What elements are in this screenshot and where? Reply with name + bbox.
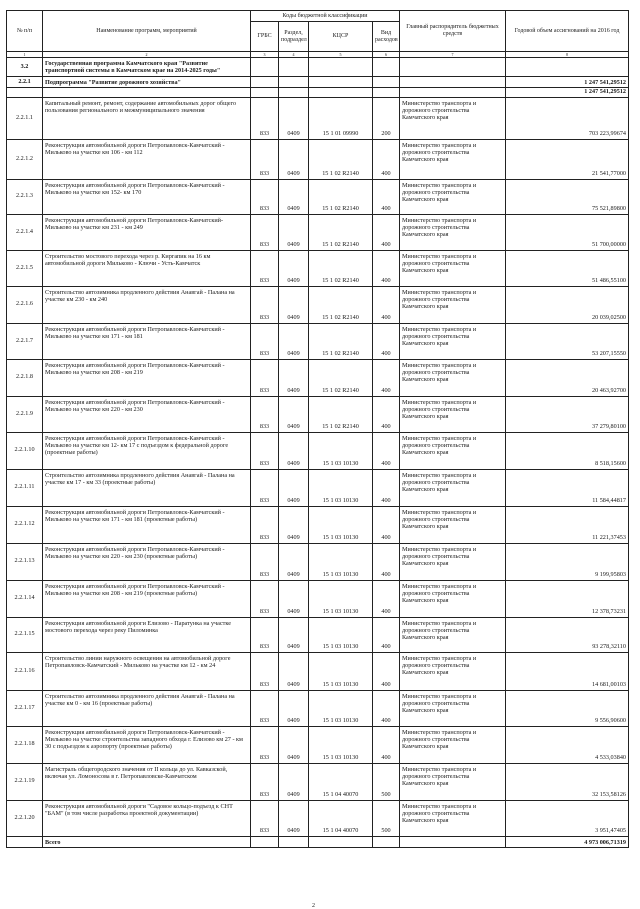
row-expense-type: 500	[373, 800, 400, 836]
row-volume: 9 199,95803	[506, 543, 629, 580]
row-expense-type: 400	[373, 726, 400, 763]
row-section	[279, 836, 309, 847]
row-expense-type	[373, 58, 400, 77]
row-name: Реконструкция автомобильной дороги Петропавловск-Камчатский - Мильково на участке км 106 - км 112	[43, 139, 251, 179]
table-row	[7, 800, 629, 836]
header-expense-type: Вид расходов	[373, 22, 400, 52]
header-administrator: Главный распорядитель бюджетных средств	[400, 11, 506, 52]
row-ksr	[309, 76, 373, 87]
row-expense-type: 400	[373, 506, 400, 543]
row-volume: 8 518,15600	[506, 432, 629, 469]
row-expense-type: 200	[373, 97, 400, 139]
row-expense-type	[373, 88, 400, 97]
row-administrator	[400, 88, 506, 97]
table-row	[7, 690, 629, 726]
row-expense-type: 400	[373, 652, 400, 690]
table-row	[7, 359, 629, 396]
table-row	[7, 179, 629, 214]
row-volume: 37 279,80100	[506, 396, 629, 432]
row-ksr: 15 1 03 10130	[309, 506, 373, 543]
row-ksr: 15 1 03 10130	[309, 432, 373, 469]
row-administrator: Министерство транспорта и дорожного строительства Камчатского края	[400, 286, 506, 323]
header-section: Раздел, подраздел	[279, 22, 309, 52]
row-number: 2.2.1.13	[7, 543, 43, 580]
table-row	[7, 250, 629, 286]
row-number: 2.2.1.5	[7, 250, 43, 286]
row-volume: 11 221,37453	[506, 506, 629, 543]
header-budget-codes: Коды бюджетной классификации	[251, 11, 400, 22]
row-administrator: Министерство транспорта и дорожного строительства Камчатского края	[400, 179, 506, 214]
table-row	[7, 396, 629, 432]
row-ksr: 15 1 03 10130	[309, 617, 373, 652]
row-section: 0409	[279, 506, 309, 543]
row-volume: 20 039,02500	[506, 286, 629, 323]
row-expense-type: 400	[373, 469, 400, 506]
column-index: 2	[43, 52, 251, 58]
row-expense-type	[373, 76, 400, 87]
row-volume: 93 278,32110	[506, 617, 629, 652]
row-grbs	[251, 76, 279, 87]
row-grbs: 833	[251, 617, 279, 652]
row-ksr: 15 1 03 10130	[309, 543, 373, 580]
row-number: 2.2.1.4	[7, 214, 43, 250]
table-row	[7, 652, 629, 690]
row-name: Строительство мостового перехода через р. Киргапик на 16 км автомобильной дороги Мильково - Ключи - Усть-Камчатск	[43, 250, 251, 286]
row-volume: 4 533,03840	[506, 726, 629, 763]
row-section: 0409	[279, 179, 309, 214]
row-grbs: 833	[251, 323, 279, 359]
row-number: 2.2.1.15	[7, 617, 43, 652]
row-section: 0409	[279, 690, 309, 726]
row-section: 0409	[279, 250, 309, 286]
row-volume: 20 463,92700	[506, 359, 629, 396]
row-section: 0409	[279, 580, 309, 617]
row-grbs: 833	[251, 652, 279, 690]
page-number: 2	[312, 903, 315, 909]
row-expense-type: 400	[373, 543, 400, 580]
header-annual-volume: Годовой объем ассигнований на 2016 год	[506, 11, 629, 52]
row-ksr: 15 1 03 10130	[309, 690, 373, 726]
row-grbs: 833	[251, 800, 279, 836]
row-name: Всего	[43, 836, 251, 847]
row-number: 2.2.1.16	[7, 652, 43, 690]
row-administrator	[400, 58, 506, 77]
row-number: 2.2.1.18	[7, 726, 43, 763]
table-row	[7, 543, 629, 580]
header-grbs: ГРБС	[251, 22, 279, 52]
row-volume	[506, 58, 629, 77]
row-ksr: 15 1 02 R2140	[309, 179, 373, 214]
row-name: Подпрограмма "Развитие дорожного хозяйства"	[43, 76, 251, 87]
row-administrator: Министерство транспорта и дорожного строительства Камчатского края	[400, 763, 506, 800]
row-expense-type: 400	[373, 690, 400, 726]
row-expense-type: 400	[373, 359, 400, 396]
row-volume: 32 153,58126	[506, 763, 629, 800]
row-expense-type: 400	[373, 396, 400, 432]
row-name: Реконструкция автомобильной дороги Петропавловск-Камчатский - Мильково на участке км 171 - км 181 (проектные работы)	[43, 506, 251, 543]
row-administrator: Министерство транспорта и дорожного строительства Камчатского края	[400, 250, 506, 286]
row-section	[279, 76, 309, 87]
column-index: 8	[506, 52, 629, 58]
row-grbs	[251, 58, 279, 77]
column-index: 6	[373, 52, 400, 58]
table-row	[7, 469, 629, 506]
row-section: 0409	[279, 617, 309, 652]
row-administrator	[400, 76, 506, 87]
row-grbs: 833	[251, 250, 279, 286]
row-name	[43, 88, 251, 97]
row-ksr: 15 1 04 40070	[309, 763, 373, 800]
row-ksr: 15 1 02 R2140	[309, 214, 373, 250]
row-grbs	[251, 88, 279, 97]
row-administrator: Министерство транспорта и дорожного строительства Камчатского края	[400, 690, 506, 726]
row-name: Реконструкция автомобильной дороги Елизово - Паратунка на участке мостового перехода через реку Пиломинка	[43, 617, 251, 652]
row-volume: 9 556,90600	[506, 690, 629, 726]
row-section: 0409	[279, 763, 309, 800]
row-name: Строительство автозимника продленного действия Анавгай - Палана на участке км 17 - км 33 (проектные работы)	[43, 469, 251, 506]
row-grbs: 833	[251, 506, 279, 543]
row-name: Реконструкция автомобильной дороги Петропавловск-Камчатский-Мильково на участке км 231 - км 249	[43, 214, 251, 250]
row-volume: 51 486,55100	[506, 250, 629, 286]
row-volume: 1 247 541,29512	[506, 76, 629, 87]
row-section: 0409	[279, 726, 309, 763]
row-grbs: 833	[251, 543, 279, 580]
table-row	[7, 726, 629, 763]
row-number	[7, 836, 43, 847]
row-number: 2.2.1.6	[7, 286, 43, 323]
row-ksr: 15 1 02 R2140	[309, 396, 373, 432]
header-ksr: КЦСР	[309, 22, 373, 52]
row-number: 2.2.1.12	[7, 506, 43, 543]
row-expense-type: 400	[373, 323, 400, 359]
row-administrator: Министерство транспорта и дорожного строительства Камчатского края	[400, 359, 506, 396]
row-ksr	[309, 58, 373, 77]
row-number: 2.2.1.17	[7, 690, 43, 726]
row-administrator: Министерство транспорта и дорожного строительства Камчатского края	[400, 97, 506, 139]
row-grbs: 833	[251, 432, 279, 469]
row-volume: 51 700,00000	[506, 214, 629, 250]
row-expense-type: 400	[373, 214, 400, 250]
row-administrator: Министерство транспорта и дорожного строительства Камчатского края	[400, 323, 506, 359]
header-number: № п/п	[7, 11, 43, 52]
row-section: 0409	[279, 652, 309, 690]
row-section	[279, 88, 309, 97]
row-section: 0409	[279, 286, 309, 323]
row-grbs: 833	[251, 469, 279, 506]
row-administrator: Министерство транспорта и дорожного строительства Камчатского края	[400, 469, 506, 506]
row-grbs: 833	[251, 97, 279, 139]
row-volume: 703 223,99674	[506, 97, 629, 139]
row-number: 2.2.1.11	[7, 469, 43, 506]
row-section: 0409	[279, 432, 309, 469]
row-section: 0409	[279, 543, 309, 580]
table-row	[7, 286, 629, 323]
row-grbs: 833	[251, 286, 279, 323]
row-grbs: 833	[251, 214, 279, 250]
row-volume: 12 378,73231	[506, 580, 629, 617]
row-ksr: 15 1 02 R2140	[309, 250, 373, 286]
row-expense-type: 400	[373, 139, 400, 179]
document-page	[6, 10, 634, 909]
row-section: 0409	[279, 396, 309, 432]
row-expense-type: 400	[373, 286, 400, 323]
row-section: 0409	[279, 139, 309, 179]
row-volume: 11 584,44817	[506, 469, 629, 506]
table-body	[7, 58, 629, 848]
row-ksr: 15 1 02 R2140	[309, 323, 373, 359]
row-expense-type: 400	[373, 250, 400, 286]
table-row	[7, 58, 629, 77]
row-volume: 3 951,47405	[506, 800, 629, 836]
header-name: Наименование программ, мероприятий	[43, 11, 251, 52]
table-row	[7, 76, 629, 87]
row-ksr	[309, 836, 373, 847]
table-row	[7, 432, 629, 469]
row-grbs	[251, 836, 279, 847]
table-row	[7, 323, 629, 359]
row-administrator: Министерство транспорта и дорожного строительства Камчатского края	[400, 617, 506, 652]
column-index: 5	[309, 52, 373, 58]
row-expense-type: 400	[373, 179, 400, 214]
row-expense-type: 500	[373, 763, 400, 800]
row-name: Капитальный ремонт, ремонт, содержание автомобильных дорог общего пользования регионального и межмуниципального значения	[43, 97, 251, 139]
row-volume: 21 541,77000	[506, 139, 629, 179]
row-section: 0409	[279, 800, 309, 836]
row-administrator: Министерство транспорта и дорожного строительства Камчатского края	[400, 800, 506, 836]
row-administrator: Министерство транспорта и дорожного строительства Камчатского края	[400, 432, 506, 469]
row-ksr: 15 1 03 10130	[309, 652, 373, 690]
row-volume: 1 247 541,29512	[506, 88, 629, 97]
row-administrator: Министерство транспорта и дорожного строительства Камчатского края	[400, 214, 506, 250]
row-number: 2.2.1	[7, 76, 43, 87]
row-ksr: 15 1 04 40070	[309, 800, 373, 836]
table-row	[7, 763, 629, 800]
row-name: Магистраль общегородского значения от II кольца до ул. Кавказской, включая ул. Ломоносова в г. Петропавловске-Камчатском	[43, 763, 251, 800]
row-name: Реконструкция автомобильной дороги Петропавловск-Камчатский - Мильково на участке км 208 - км 219	[43, 359, 251, 396]
row-section: 0409	[279, 97, 309, 139]
row-grbs: 833	[251, 580, 279, 617]
row-number: 3.2	[7, 58, 43, 77]
row-administrator: Министерство транспорта и дорожного строительства Камчатского края	[400, 652, 506, 690]
row-section: 0409	[279, 323, 309, 359]
row-number: 2.2.1.8	[7, 359, 43, 396]
row-ksr: 15 1 02 R2140	[309, 359, 373, 396]
row-number: 2.2.1.14	[7, 580, 43, 617]
row-number: 2.2.1.19	[7, 763, 43, 800]
row-expense-type: 400	[373, 580, 400, 617]
row-name: Реконструкция автомобильной дороги Петропавловск-Камчатский - Мильково на участке км 12- км 17 с подъездом к федеральной дороге (проектные работы)	[43, 432, 251, 469]
row-number: 2.2.1.3	[7, 179, 43, 214]
row-grbs: 833	[251, 396, 279, 432]
row-name: Государственная программа Камчатского края "Развитие транспортной системы в Камчатском крае на 2014-2025 годы"	[43, 58, 251, 77]
row-administrator	[400, 836, 506, 847]
row-name: Реконструкция автомобильной дороги Петропавловск-Камчатский - Мильково на участке км 208 - км 219 (проектные работы)	[43, 580, 251, 617]
row-ksr: 15 1 02 R2140	[309, 139, 373, 179]
budget-table	[6, 10, 629, 848]
row-ksr: 15 1 01 09990	[309, 97, 373, 139]
row-name: Реконструкция автомобильной дороги Петропавловск-Камчатский - Мильково на участке км 152- км 170	[43, 179, 251, 214]
row-ksr	[309, 88, 373, 97]
table-row	[7, 836, 629, 847]
row-volume: 4 973 006,71319	[506, 836, 629, 847]
row-name: Реконструкция автомобильной дороги "Садовое кольцо-подъезд к СНТ "БАМ" (в том числе разработка проектной документации)	[43, 800, 251, 836]
row-name: Строительство линии наружного освещения на автомобильной дороге Петропавловск-Камчатский - Мильково на участке км 12 - км 24	[43, 652, 251, 690]
row-number: 2.2.1.1	[7, 97, 43, 139]
row-grbs: 833	[251, 726, 279, 763]
row-number: 2.2.1.20	[7, 800, 43, 836]
row-name: Реконструкция автомобильной дороги Петропавловск-Камчатский - Мильково на участке км 171 - км 181	[43, 323, 251, 359]
row-ksr: 15 1 03 10130	[309, 580, 373, 617]
row-name: Строительство автозимника продленного действия Анавгай - Палана на участке км 230 - км 240	[43, 286, 251, 323]
row-volume: 14 681,00103	[506, 652, 629, 690]
row-name: Реконструкция автомобильной дороги Петропавловск-Камчатский - Мильково на участке км 220 - км 230	[43, 396, 251, 432]
row-name: Реконструкция автомобильной дороги Петропавловск-Камчатский - Мильково на участке км 220 - км 230 (проектные работы)	[43, 543, 251, 580]
row-section: 0409	[279, 469, 309, 506]
column-index: 1	[7, 52, 43, 58]
row-section: 0409	[279, 359, 309, 396]
row-number: 2.2.1.9	[7, 396, 43, 432]
table-row	[7, 88, 629, 97]
row-name: Реконструкция автомобильной дороги Петропавловск-Камчатский - Мильково на участке строительства западного обхода г. Елизово км 27 - км 30 с подъездом к аэропорту (проектные работы)	[43, 726, 251, 763]
table-row	[7, 97, 629, 139]
row-volume: 53 207,15550	[506, 323, 629, 359]
row-grbs: 833	[251, 359, 279, 396]
table-row	[7, 580, 629, 617]
table-row	[7, 214, 629, 250]
row-administrator: Министерство транспорта и дорожного строительства Камчатского края	[400, 726, 506, 763]
column-index: 4	[279, 52, 309, 58]
row-number: 2.2.1.2	[7, 139, 43, 179]
row-number: 2.2.1.10	[7, 432, 43, 469]
row-grbs: 833	[251, 179, 279, 214]
row-administrator: Министерство транспорта и дорожного строительства Камчатского края	[400, 580, 506, 617]
row-administrator: Министерство транспорта и дорожного строительства Камчатского края	[400, 543, 506, 580]
row-ksr: 15 1 02 R2140	[309, 286, 373, 323]
row-grbs: 833	[251, 690, 279, 726]
column-index: 3	[251, 52, 279, 58]
row-administrator: Министерство транспорта и дорожного строительства Камчатского края	[400, 139, 506, 179]
row-ksr: 15 1 03 10130	[309, 469, 373, 506]
row-volume: 75 521,89800	[506, 179, 629, 214]
table-row	[7, 506, 629, 543]
row-section: 0409	[279, 214, 309, 250]
table-row	[7, 617, 629, 652]
row-expense-type: 400	[373, 617, 400, 652]
row-section	[279, 58, 309, 77]
row-number	[7, 88, 43, 97]
table-row	[7, 139, 629, 179]
row-ksr: 15 1 03 10130	[309, 726, 373, 763]
row-expense-type: 400	[373, 432, 400, 469]
row-number: 2.2.1.7	[7, 323, 43, 359]
column-index: 7	[400, 52, 506, 58]
row-grbs: 833	[251, 763, 279, 800]
row-administrator: Министерство транспорта и дорожного строительства Камчатского края	[400, 396, 506, 432]
row-expense-type	[373, 836, 400, 847]
row-administrator: Министерство транспорта и дорожного строительства Камчатского края	[400, 506, 506, 543]
row-grbs: 833	[251, 139, 279, 179]
row-name: Строительство автозимника продленного действия Анавгай - Палана на участке км 0 - км 16 (проектные работы)	[43, 690, 251, 726]
